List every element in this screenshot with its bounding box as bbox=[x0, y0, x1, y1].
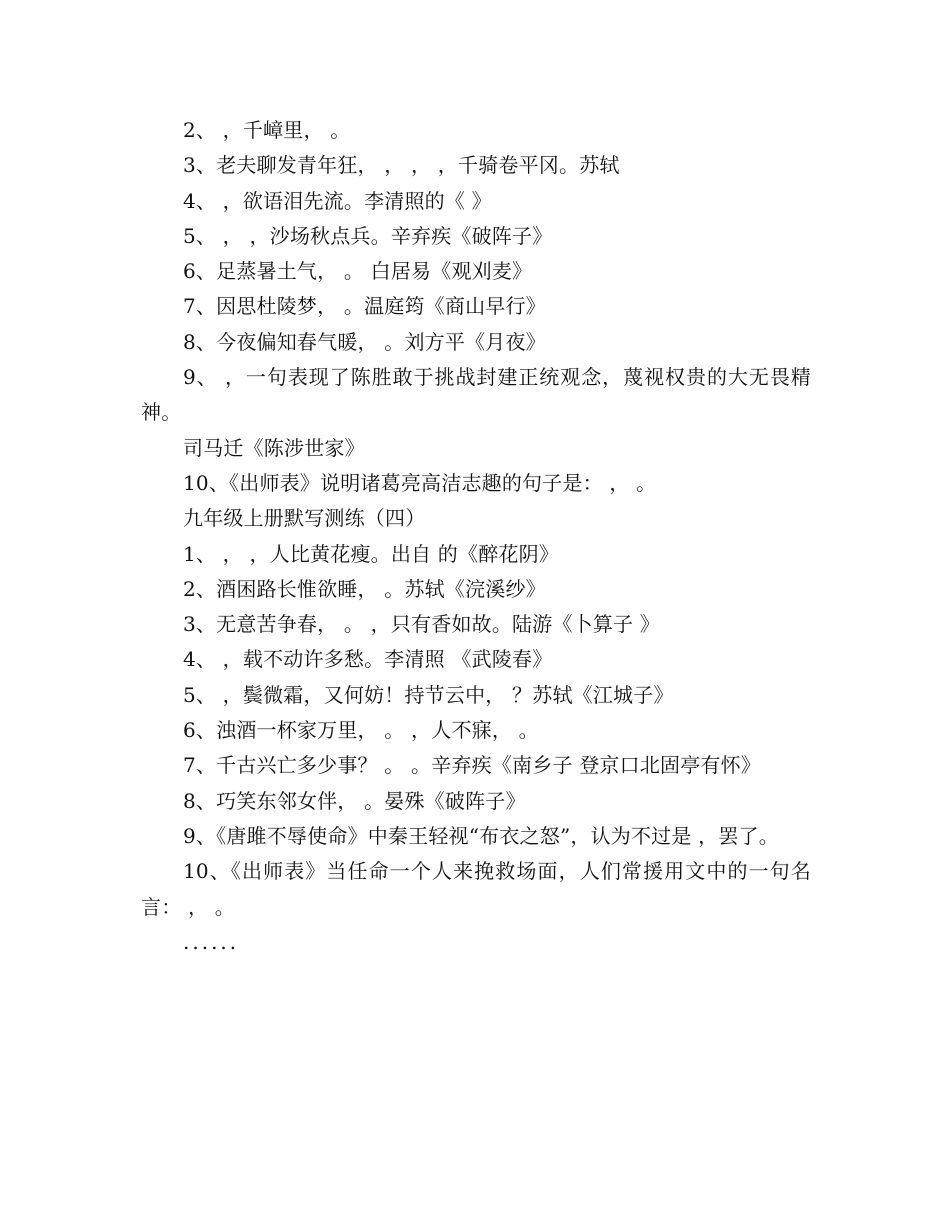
question-line: 2、 ，千嶂里， 。 bbox=[183, 118, 351, 142]
question-line: 2、酒困路长惟欲睡， 。苏轼《浣溪纱》 bbox=[183, 576, 546, 601]
question-line: 3、无意苦争春， 。 ，只有香如故。陆游《卜算子 》 bbox=[183, 612, 660, 637]
document-body bbox=[141, 113, 811, 960]
source-line: 司马迁《陈涉世家》 bbox=[183, 435, 365, 460]
question-line: 5、 ， ，沙场秋点兵。辛弃疾《破阵子》 bbox=[183, 223, 553, 248]
question-paragraph: 7、千古兴亡多少事？ 。 。辛弃疾《南乡子 登京口北固亭有怀》 bbox=[183, 753, 761, 778]
question-line: 6、浊酒一杯家万里， 。 ，人不寐， 。 bbox=[183, 718, 539, 743]
question-paragraph: 10、《出师表》当任命一个人来挽救场面，人们常援用文中的一句名言： ， 。 bbox=[141, 859, 811, 919]
question-line: 4、 ，载不动许多愁。李清照 《武陵春》 bbox=[183, 647, 553, 672]
section-heading: 九年级上册默写测练（四） bbox=[183, 506, 426, 531]
question-line: 6、足蒸暑土气， 。 白居易《观刈麦》 bbox=[183, 259, 533, 284]
question-line: 1、 ， ，人比黄花瘦。出自 的《醉花阴》 bbox=[183, 541, 559, 566]
question-paragraph: 9、 ，一句表现了陈胜敢于挑战封建正统观念，蔑视权贵的大无畏精神。 bbox=[141, 365, 811, 425]
ellipsis: ...... bbox=[183, 929, 240, 954]
question-line: 4、 ，欲语泪先流。李清照的《 》 bbox=[183, 188, 492, 213]
question-line: 8、巧笑东邻女伴， 。晏殊《破阵子》 bbox=[183, 788, 526, 813]
question-paragraph: 9、《唐雎不辱使命》中秦王轻视“布衣之怒”，认为不过是 ，罢了。 bbox=[183, 823, 779, 848]
question-line: 10、《出师表》说明诸葛亮高洁志趣的句子是： ， 。 bbox=[183, 470, 657, 495]
question-line: 8、今夜偏知春气暖， 。刘方平《月夜》 bbox=[183, 329, 546, 354]
question-line: 5、 ，鬓微霜，又何妨！持节云中， ？苏轼《江城子》 bbox=[183, 682, 674, 707]
question-line: 7、因思杜陵梦， 。温庭筠《商山早行》 bbox=[183, 294, 546, 319]
question-line: 3、老夫聊发青年狂， ， ， ，千骑卷平冈。苏轼 bbox=[183, 153, 620, 178]
